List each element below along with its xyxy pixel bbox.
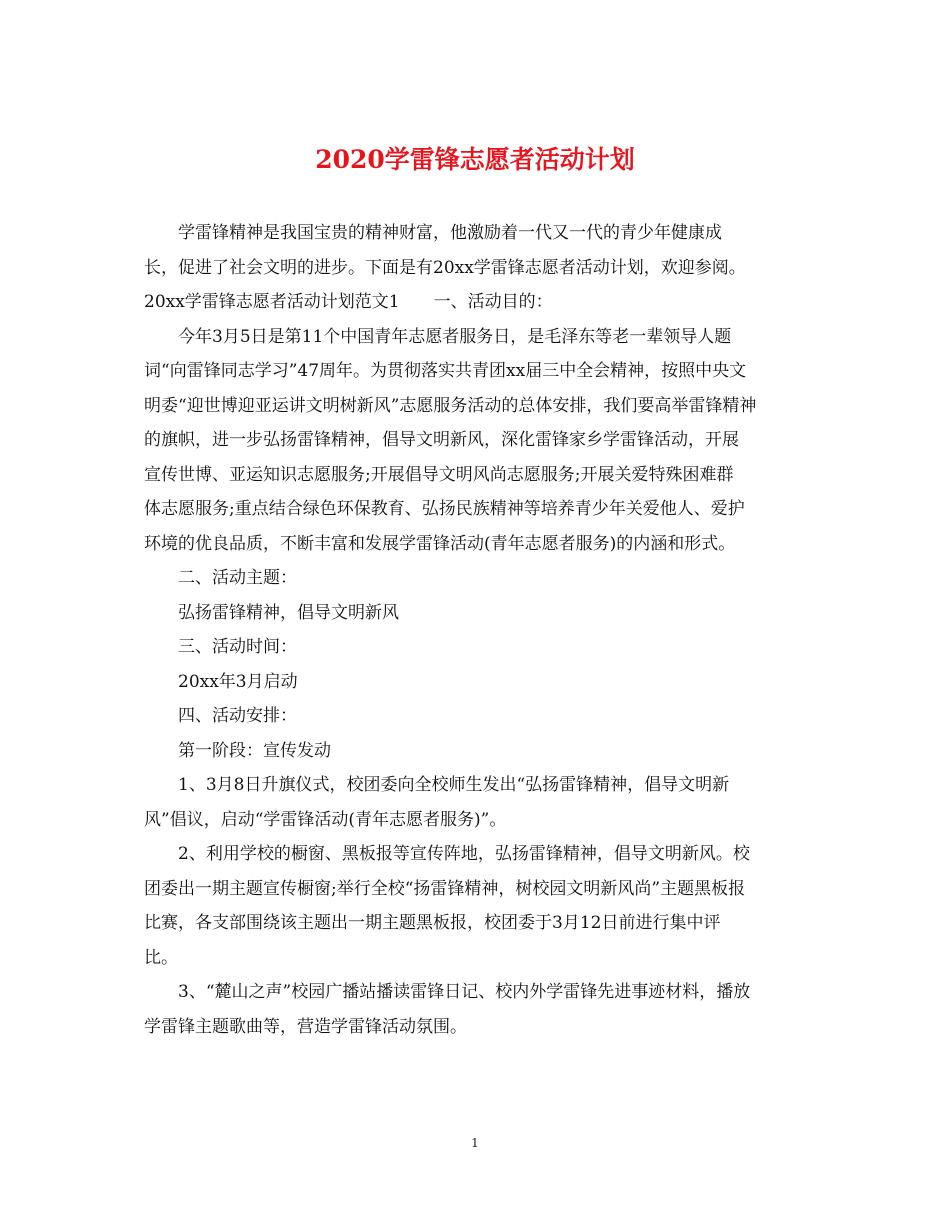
document-title: 2020学雷锋志愿者活动计划 [315, 145, 635, 174]
document-body [144, 216, 814, 1044]
paragraph-line: 宣传世博、亚运知识志愿服务;开展倡导文明风尚志愿服务;开展关爱特殊困难群 [144, 464, 734, 485]
paragraph-line: 比赛，各支部围绕该主题出一期主题黑板报，校团委于3月12日前进行集中评 [144, 913, 721, 933]
paragraph-line: 团委出一期主题宣传橱窗;举行全校“扬雷锋精神，树校园文明新风尚”主题黑板报 [144, 878, 746, 899]
paragraph-line: 词“向雷锋同志学习”47周年。为贯彻落实共青团xx届三中全会精神，按照中央文 [144, 361, 747, 381]
paragraph-line: 比。 [144, 947, 178, 968]
paragraph-line: 1、3月8日升旗仪式，校团委向全校师生发出“弘扬雷锋精神，倡导文明新 [178, 775, 730, 795]
page-number: 1 [471, 1136, 479, 1150]
paragraph-line: 20xx学雷锋志愿者活动计划范文1 一、活动目的： [144, 292, 553, 312]
paragraph-line: 弘扬雷锋精神，倡导文明新风 [178, 602, 399, 623]
paragraph-line: 学雷锋精神是我国宝贵的精神财富，他激励着一代又一代的青少年健康成 [178, 223, 722, 243]
section-heading: 四、活动安排： [178, 706, 297, 726]
paragraph-line: 20xx年3月启动 [178, 671, 298, 692]
paragraph-line: 学雷锋主题歌曲等，营造学雷锋活动氛围。 [144, 1016, 467, 1037]
paragraph-line: 今年3月5日是第11个中国青年志愿者服务日，是毛泽东等老一辈领导人题 [178, 326, 732, 347]
paragraph-line: 的旗帜，进一步弘扬雷锋精神，倡导文明新风，深化雷锋家乡学雷锋活动，开展 [144, 430, 739, 450]
section-heading: 三、活动时间： [178, 637, 297, 657]
paragraph-line: 2、利用学校的橱窗、黑板报等宣传阵地，弘扬雷锋精神，倡导文明新风。校 [178, 844, 750, 864]
paragraph-line: 3、“麓山之声”校园广播站播读雷锋日记、校内外学雷锋先进事迹材料，播放 [178, 982, 751, 1002]
paragraph-line: 体志愿服务;重点结合绿色环保教育、弘扬民族精神等培养青少年关爱他人、爱护 [144, 499, 745, 519]
paragraph-line: 长，促进了社会文明的进步。下面是有20xx学雷锋志愿者活动计划，欢迎参阅。 [144, 257, 746, 278]
paragraph-line: 环境的优良品质，不断丰富和发展学雷锋活动(青年志愿者服务)的内涵和形式。 [144, 533, 736, 554]
section-heading: 二、活动主题： [178, 568, 297, 588]
paragraph-line: 风”倡议，启动“学雷锋活动(青年志愿者服务)”。 [144, 809, 507, 830]
paragraph-line: 第一阶段：宣传发动 [178, 740, 331, 761]
paragraph-line: 明委“迎世博迎亚运讲文明树新风”志愿服务活动的总体安排，我们要高举雷锋精神 [144, 395, 757, 416]
